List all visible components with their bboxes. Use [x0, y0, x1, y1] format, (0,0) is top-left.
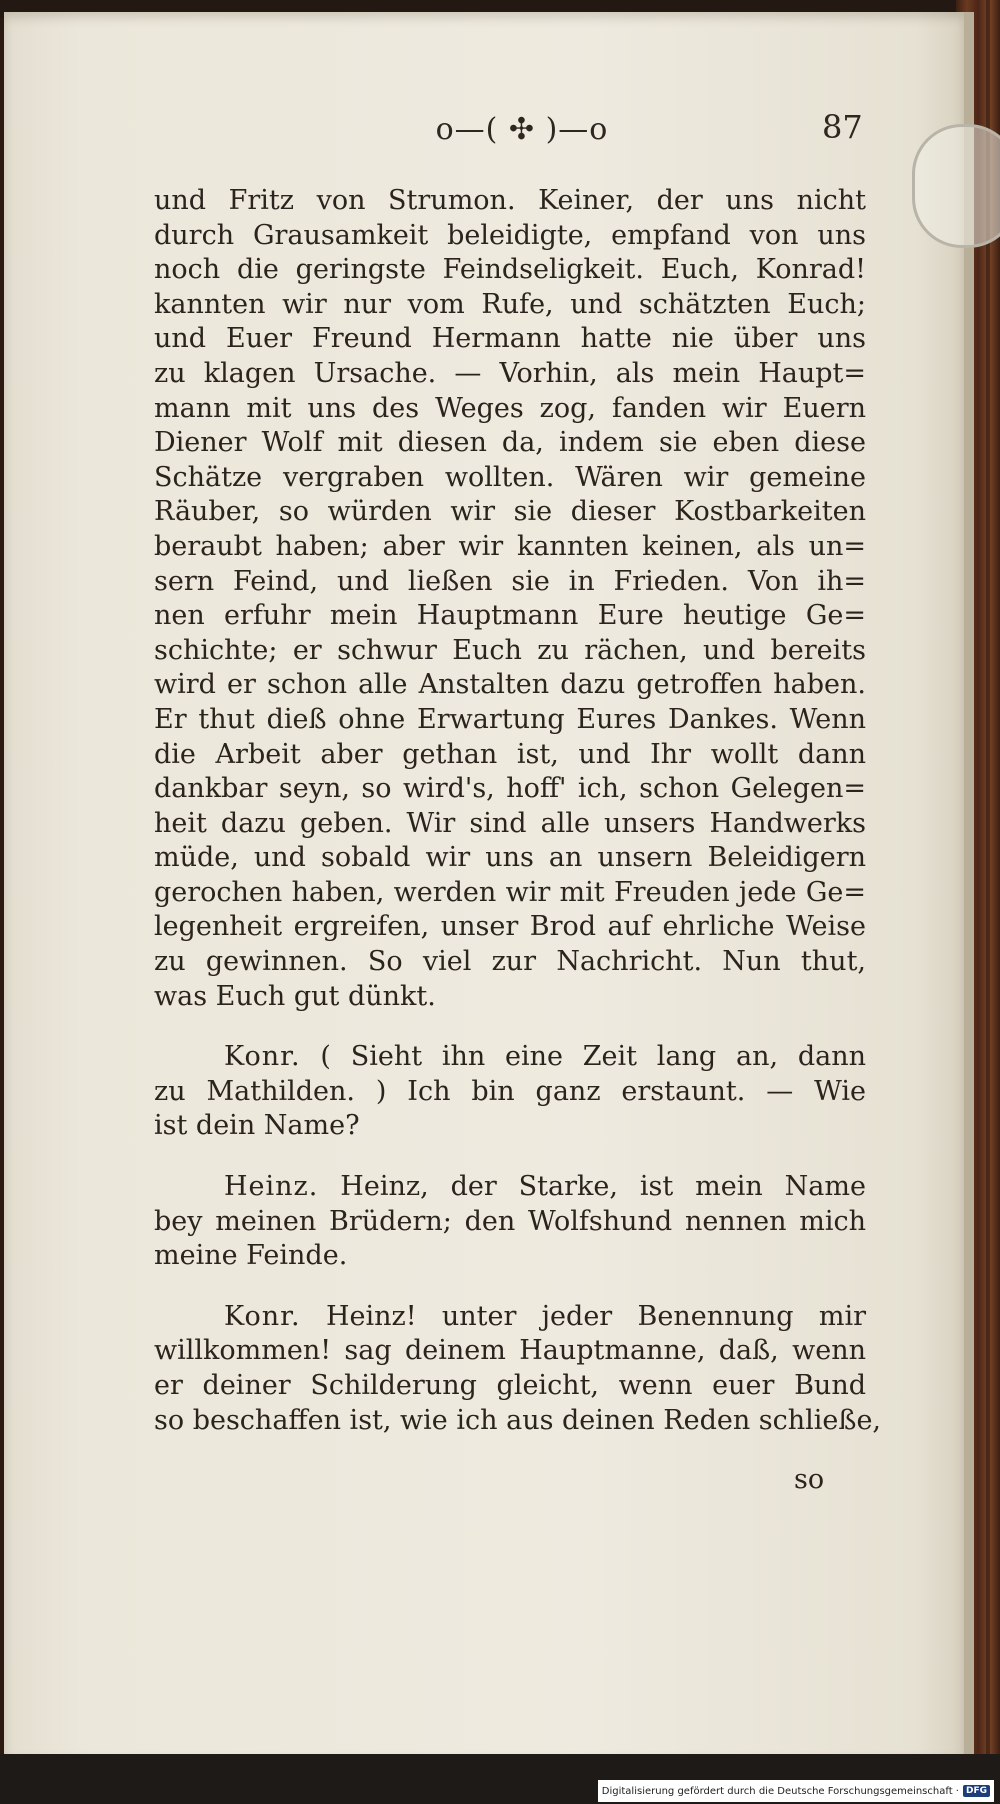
text-line: gerochen haben, werden wir mit Freuden jede Ge= [154, 876, 866, 908]
text-line: nen erfuhr mein Hauptmann Eure heutige Ge= [154, 600, 866, 632]
page-edge [964, 12, 974, 1754]
dialogue-text: Heinz, der Starke, ist mein Name [340, 1171, 866, 1203]
text-line: heit dazu geben. Wir sind alle unsers Handwerks [154, 807, 866, 839]
text-line: Er thut dieß ohne Erwartung Eures Dankes. Wenn [154, 703, 866, 735]
speaker-name: Heinz. [224, 1171, 319, 1203]
digitization-footer [598, 1780, 994, 1802]
text-line: dankbar seyn, so wird's, hoff' ich, schon Gelegen= [154, 773, 866, 805]
text-line: bey meinen Brüdern; den Wolfshund nennen mich [154, 1205, 866, 1237]
dialogue-text: ( Sieht ihn eine Zeit lang an, dann [320, 1041, 866, 1073]
text-line: meine Feinde. [154, 1240, 348, 1272]
text-line: zu Mathilden. ) Ich bin ganz erstaunt. — Wie [154, 1075, 866, 1107]
text-line: zu gewinnen. So viel zur Nachricht. Nun thut, [154, 946, 866, 978]
speaker-name: Konr. [224, 1041, 301, 1073]
text-line: ist dein Name? [154, 1110, 360, 1142]
text-line: was Euch gut dünkt. [154, 980, 436, 1012]
text-line: Räuber, so würden wir sie dieser Kostbarkeiten [154, 496, 866, 528]
text-line: beraubt haben; aber wir kannten keinen, als un= [154, 530, 866, 562]
text-line: und Euer Freund Hermann hatte nie über uns [154, 323, 866, 355]
text-line: durch Grausamkeit beleidigte, empfand von uns [154, 219, 866, 251]
page-number: 87 [822, 108, 863, 146]
text-line [154, 1170, 866, 1205]
text-line: Diener Wolf mit diesen da, indem sie eben diese [154, 427, 866, 459]
speaker-name: Konr. [224, 1300, 301, 1332]
text-line: und Fritz von Strumon. Keiner, der uns nicht [154, 185, 866, 216]
text-line: schichte; er schwur Euch zu rächen, und bereits [154, 634, 866, 666]
text-line: zu klagen Ursache. — Vorhin, als mein Haupt= [154, 357, 866, 389]
dialogue-paragraph [154, 1040, 866, 1144]
text-line: willkommen! sag deinem Hauptmanne, daß, wenn [154, 1335, 866, 1367]
text-line: wird er schon alle Anstalten dazu getroffen haben. [154, 669, 866, 701]
text-line: kannten wir nur vom Rufe, und schätzten Euch; [154, 288, 866, 320]
text-line: die Arbeit aber gethan ist, und Ihr wollt dann [154, 738, 866, 770]
dialogue-paragraph [154, 1300, 882, 1438]
footer-text: Digitalisierung gefördert durch die Deutsche Forschungsgemeinschaft · [601, 1785, 959, 1797]
page-body [154, 184, 882, 1438]
catchword: so [794, 1464, 825, 1495]
page-clip [912, 124, 1000, 248]
text-line: legenheit ergreifen, unser Brod auf ehrliche Weise [154, 911, 866, 943]
bottom-strip [0, 1754, 1000, 1804]
dialogue-paragraph [154, 1170, 866, 1274]
text-line: mann mit uns des Weges zog, fanden wir Euern [154, 392, 866, 424]
header-ornament: o—( ✣ )—o [435, 112, 609, 147]
text-line [154, 1040, 866, 1075]
text-line [154, 1300, 866, 1335]
text-line: noch die geringste Feindseligkeit. Euch, Konrad! [154, 254, 866, 286]
paragraph-continuation [154, 184, 866, 1014]
book-page [4, 12, 967, 1754]
book-cover-ridge [986, 0, 990, 1760]
dialogue-text: Heinz! unter jeder Benennung mir [325, 1300, 866, 1332]
text-line: er deiner Schilderung gleicht, wenn euer Bund [154, 1370, 866, 1401]
dfg-logo: DFG [963, 1785, 990, 1797]
text-line: so beschaffen ist, wie ich aus deinen Reden schließe, [154, 1404, 882, 1436]
text-line: sern Feind, und ließen sie in Frieden. Von ih= [154, 565, 866, 597]
text-line: Schätze vergraben wollten. Wären wir gemeine [154, 461, 866, 493]
text-line: müde, und sobald wir uns an unsern Beleidigern [154, 842, 866, 874]
running-header [4, 104, 964, 154]
